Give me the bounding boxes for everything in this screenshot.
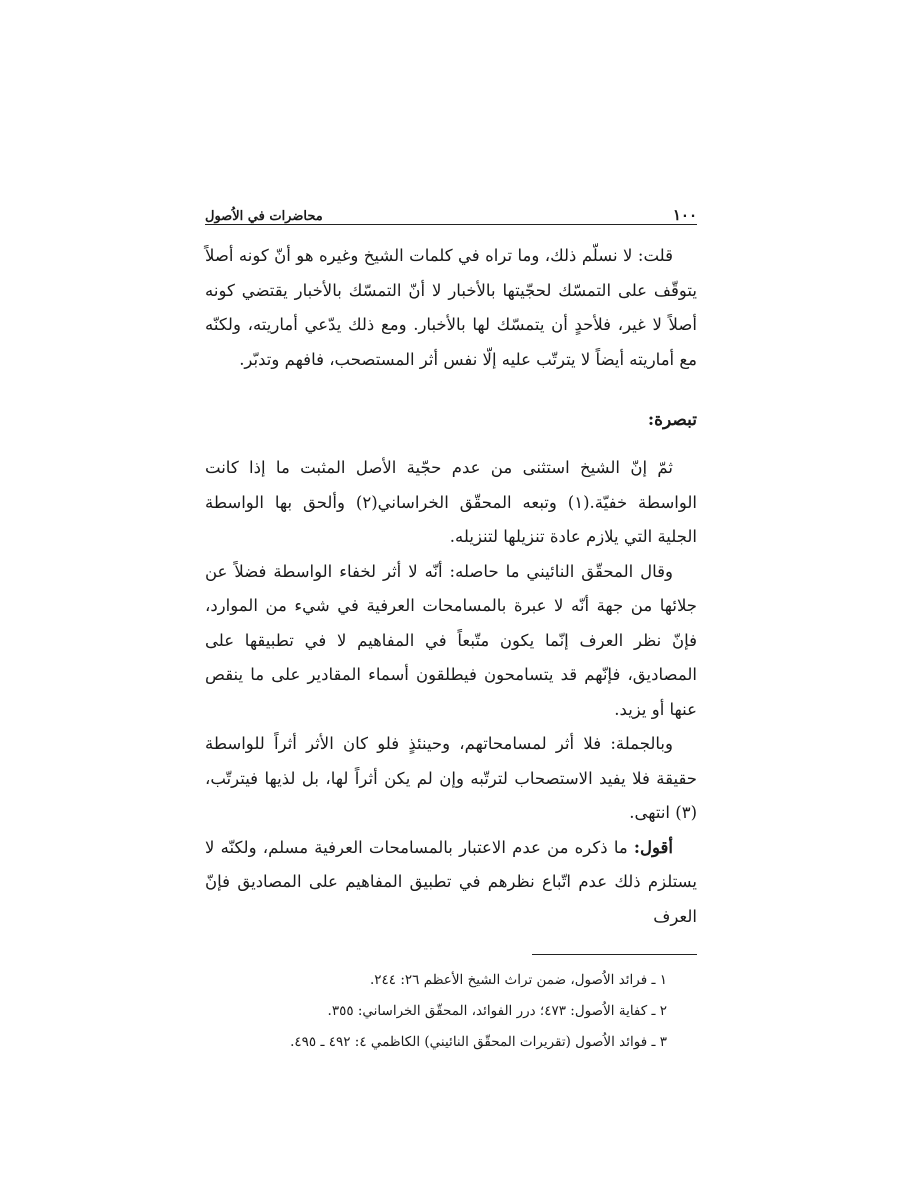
page-header: [205, 198, 697, 225]
paragraph: وقال المحقّق النائيني‏ ما حاصله: أنّه لا أثر لخفاء الواسطة فضلاً عن جلائها من جهة أنّه لا عبرة بالمسامحات العرفية في شيء من الموارد، فإنّ نظر العرف إنّما يكون متّبعاً في المفاهيم لا في تطبيقها على المصاديق، فإنّهم قد يتسامحون فيطلقون أسماء المقادير على ما ينقص عنها أو يزيد.: [205, 561, 697, 719]
page-number: ١٠٠: [672, 206, 697, 224]
footnote: ١ ـ فرائد الاُصول، ضمن تراث الشيخ الأعظم ٢٦: ٢٤٤.: [370, 972, 667, 988]
book-page: [205, 198, 697, 1058]
footnotes: [205, 965, 697, 1058]
lead-word: أقول:: [633, 837, 673, 857]
paragraph-text: ما ذكره من عدم الاعتبار بالمسامحات العرفية مسلم، ولكنّه لا يستلزم ذلك عدم اتّباع نظرهم في تطبيق المفاهيم على المصاديق فإنّ العرف: [205, 837, 697, 926]
section-heading: تبصرة:: [647, 410, 697, 430]
body-text-section: [205, 451, 697, 934]
footnote-divider: [532, 954, 697, 955]
running-title: محاضرات في الاُصول: [205, 209, 323, 224]
footnote: ٢ ـ كفاية الاُصول: ٤٧٣؛ درر الفوائد، المحقّق الخراساني: ٣٥٥.: [327, 1003, 667, 1019]
paragraph: قلت: لا نسلّم ذلك، وما تراه في كلمات الشيخ‏‏ وغيره هو أنّ كونه أصلاً يتوقّف على التمسّك لحجّيتها بالأخبار لا أنّ التمسّك بالأخبار يقتضي كونه أصلاً لا غير، فلأحدٍ أن يتمسّك لها بالأخبار. ومع ذلك يدّعي أماريته، ولكنّه مع أماريته أيضاً لا يترتّب عليه إلّا نفس أثر المستصحب، فافهم وتدبّر.: [205, 246, 697, 369]
body-text-top: [205, 239, 697, 377]
paragraph: وبالجملة: فلا أثر لمسامحاتهم، وحينئذٍ فلو كان الأثر أثراً للواسطة حقيقة فلا يفيد الاستصحاب لترتّبه وإن لم يكن أثراً لها، بل لذيها فيترتّب،(٣) انتهى.: [205, 734, 697, 822]
paragraph: ثمّ إنّ الشيخ‏ استثنى من عدم حجّية الأصل المثبت ما إذا كانت الواسطة خفيّة.(١) وتبعه المحقّق الخراساني‏(٢) وألحق بها الواسطة الجلية التي يلازم عادة تنزيلها لتنزيله.: [205, 458, 697, 546]
paragraph: [205, 831, 697, 935]
footnote: ٣ ـ فوائد الاُصول (تقريرات المحقّق النائيني) الكاظمي ٤: ٤٩٢ ـ ٤٩٥.: [290, 1034, 667, 1050]
